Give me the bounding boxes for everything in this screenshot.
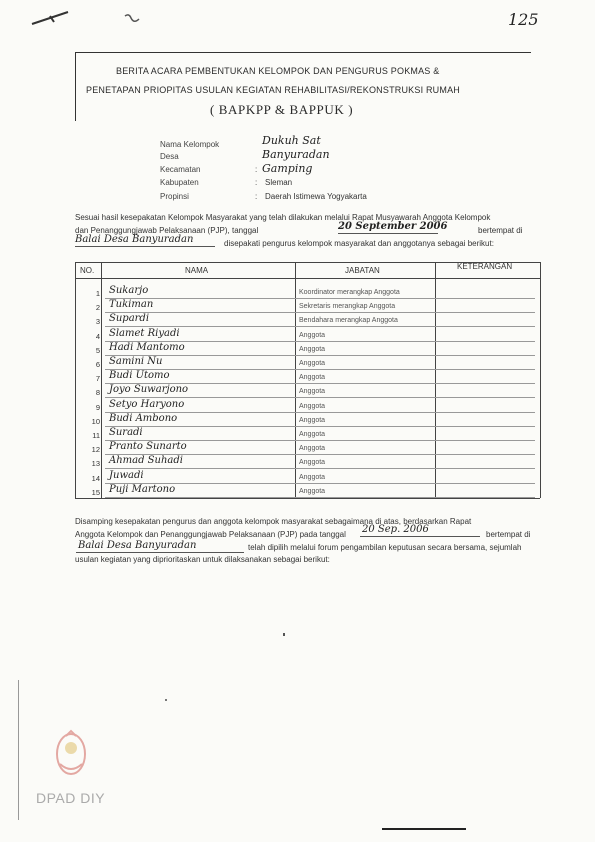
table-row [75,370,540,384]
row-name: Supardi [109,313,150,325]
row-jabatan: Anggota [299,416,326,424]
row-name: Puji Martono [109,483,176,495]
table-header-border [75,278,540,279]
row-number: 3 [95,317,100,327]
row-name: Hadi Mantomo [109,341,185,353]
row-number: 8 [95,388,100,398]
intro-date: 20 September 2006 [338,221,448,232]
dpad-seal-icon [46,728,96,782]
row-underline [105,355,535,356]
header-nama: NAMA [185,266,209,275]
intro-line-2a: dan Penanggungjawab Pelaksanaan (PJP), tanggal [75,226,259,235]
kabupaten-label: Kabupaten [160,178,199,187]
table-row [75,412,540,427]
row-jabatan: Koordinator merangkap Anggota [299,289,400,296]
page-number: 125 [508,10,539,29]
nama-kelompok-value: Dukuh Sat [262,134,321,147]
table-row [75,427,540,441]
closing-line-3a: telah dipilih melalui forum pengambilan keputusan secara bersama, sejumlah [248,543,522,552]
table-row [75,398,540,413]
row-number: 14 [91,473,100,483]
row-number: 1 [95,289,100,298]
row-underline [105,312,535,313]
table-row [75,285,540,299]
desa-label: Desa [160,152,179,161]
title-line-2: PENETAPAN PRIOPITAS USULAN KEGIATAN REHABILITASI/REKONSTRUKSI RUMAH [86,85,460,95]
closing-place: Balai Desa Banyuradan [78,540,197,551]
table-row [75,299,540,313]
row-underline [105,497,535,498]
document-title: ( BAPKPP & BAPPUK ) [210,102,354,117]
row-jabatan: Anggota [299,402,326,410]
table-right-border [540,262,541,498]
intro-place-underline [75,246,215,247]
table-row [75,441,540,455]
table-row [75,455,540,469]
row-number: 11 [92,431,100,440]
row-jabatan: Sekretaris merangkap Anggota [299,303,396,311]
kecamatan-value: Gamping [262,162,313,175]
closing-line-2a: Anggota Kelompok dan Penanggungjawab Pelaksanaan (PJP) pada tanggal [75,530,346,539]
intro-place: Balai Desa Banyuradan [75,234,194,245]
row-name: Setyo Haryono [109,398,185,410]
row-jabatan: Anggota [299,487,326,495]
closing-line-4: usulan kegiatan yang diprioritaskan untuk dilaksanakan sebagai berikut: [75,555,330,564]
row-jabatan: Anggota [299,431,326,438]
scan-margin-line [18,680,19,820]
row-name: Juwadi [109,469,144,481]
header-jabatan: JABATAN [345,266,380,275]
row-jabatan: Bendahara merangkap Anggota [299,317,398,325]
title-line-1: BERITA ACARA PEMBENTUKAN KELOMPOK DAN PENGURUS POKMAS & [116,66,440,76]
table-row [75,384,540,398]
kecamatan-label: Kecamatan [160,165,201,174]
closing-place-underline [76,552,244,553]
row-underline [105,468,535,469]
closing-date-underline [360,536,480,537]
row-name: Sukarjo [109,285,149,296]
intro-line-3: disepakati pengurus kelompok masyarakat dan anggotanya sebagai berikut: [224,239,494,248]
intro-line-1: Sesuai hasil kesepakatan Kelompok Masyarakat yang telah dilakukan melalui Rapat Musyawarah Anggota Kelompok [75,213,491,222]
row-jabatan: Anggota [299,331,326,339]
row-number: 4 [95,331,100,341]
row-jabatan: Anggota [299,345,326,353]
row-jabatan: Anggota [299,374,326,382]
row-name: Suradi [109,427,143,438]
kecamatan-colon: : [255,165,258,174]
row-name: Pranto Sunarto [109,441,187,453]
closing-line-1: Disamping kesepakatan pengurus dan anggota kelompok masyarakat sebagaimana di atas, berdasarkan Rapat [75,517,472,526]
row-number: 2 [95,303,100,313]
propinsi-label: Propinsi [160,192,189,201]
desa-value: Banyuradan [262,148,330,161]
row-name: Budi Utomo [109,370,170,382]
header-no: NO. [80,266,95,275]
row-jabatan: Anggota [299,459,326,467]
row-jabatan: Anggota [299,473,326,481]
table-row [75,469,540,484]
table-row [75,341,540,356]
propinsi-colon: : [255,192,258,201]
table-row [75,327,540,342]
header-keterangan: KETERANGAN [457,262,513,271]
row-name: Tukiman [109,299,154,311]
row-jabatan: Anggota [299,445,326,453]
row-name: Samini Nu [109,356,163,367]
watermark-text: DPAD DIY [36,790,106,806]
row-number: 9 [95,402,100,412]
propinsi-value: Daerah Istimewa Yogyakarta [265,192,367,201]
row-name: Ahmad Suhadi [109,455,183,467]
closing-date: 20 Sep. 2006 [362,524,429,535]
row-underline [105,426,535,427]
member-table [75,262,540,498]
row-number: 10 [91,416,100,426]
scan-speck [283,633,285,636]
row-jabatan: Anggota [299,360,326,367]
intro-line-2b: bertempat di [478,226,523,235]
row-name: Slamet Riyadi [109,327,180,339]
scan-speck [165,699,167,701]
scan-scribble [30,6,150,32]
kabupaten-value: Sleman [265,178,293,187]
table-row [75,313,540,327]
row-number: 15 [91,487,100,497]
row-number: 5 [95,345,100,355]
row-number: 12 [91,445,100,455]
closing-line-2b: bertempat di [486,530,531,539]
row-underline [105,298,535,299]
table-bottom-border [75,498,540,499]
row-number: 7 [95,374,100,384]
row-name: Joyo Suwarjono [109,384,189,396]
nama-kelompok-label: Nama Kelompok [160,140,220,149]
kabupaten-colon: : [255,178,258,187]
row-number: 13 [91,459,100,469]
scan-bottom-mark [382,828,466,830]
row-jabatan: Anggota [299,388,326,396]
row-number: 6 [95,360,100,369]
table-row [75,356,540,370]
table-row [75,483,540,498]
intro-date-underline [338,233,438,234]
row-name: Budi Ambono [109,412,178,424]
